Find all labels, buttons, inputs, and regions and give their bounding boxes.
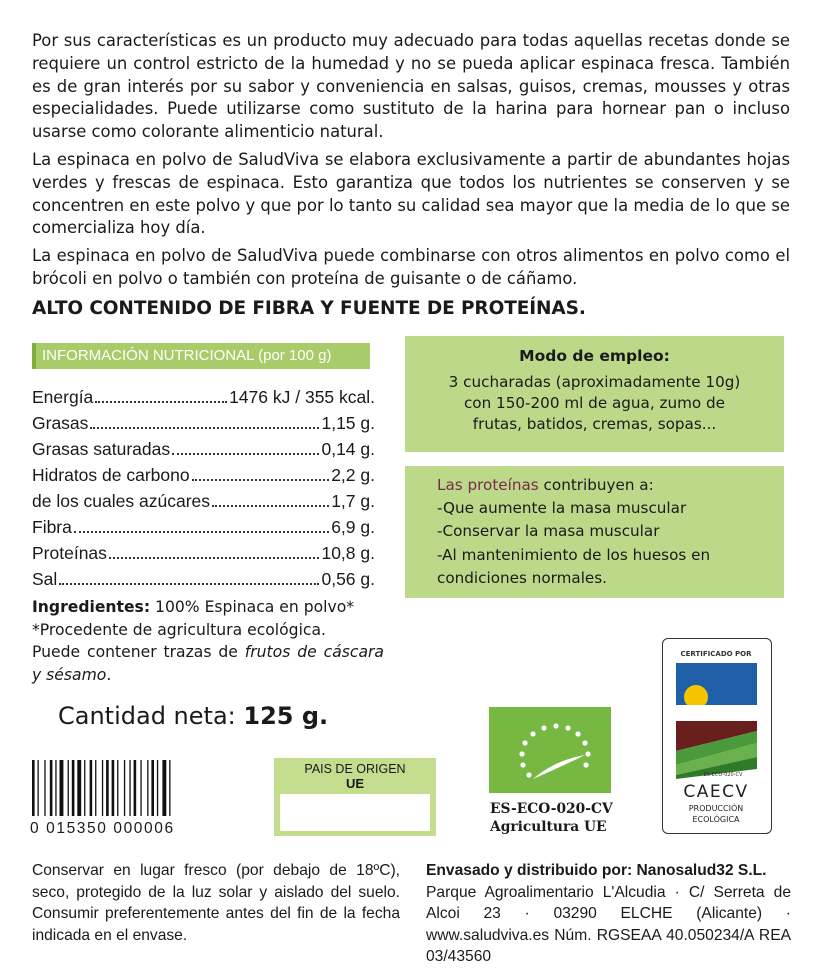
distributor-info xyxy=(426,860,791,968)
dotted-leader xyxy=(109,557,320,559)
proteins-item: -Al mantenimiento de los huesos en xyxy=(437,545,711,564)
barcode-bar xyxy=(151,760,154,816)
ingredients-block xyxy=(32,596,384,686)
ingredients-line xyxy=(32,596,384,619)
barcode-bar xyxy=(50,760,53,816)
barcode-bar xyxy=(102,760,103,816)
nutrition-row xyxy=(32,435,375,459)
nutrition-row xyxy=(32,383,375,407)
storage-instructions xyxy=(32,860,400,946)
barcode-bar xyxy=(124,760,125,816)
barcode-bar xyxy=(77,760,81,816)
nutrition-label: Fibra xyxy=(32,517,72,537)
usage-line: 3 cucharadas (aproximadamente 10g) xyxy=(448,373,741,391)
barcode-bar xyxy=(60,760,64,816)
nutrition-header: INFORMACIÓN NUTRICIONAL (por 100 g) xyxy=(32,343,370,369)
proteins-intro-rest: contribuyen a: xyxy=(538,476,654,494)
dotted-leader xyxy=(90,427,319,429)
allergen-prefix: Puede contener trazas de xyxy=(32,643,245,661)
caecv-emblem-icon xyxy=(663,639,770,832)
dotted-leader xyxy=(212,505,329,507)
usage-line: frutas, batidos, cremas, sopas... xyxy=(472,415,717,433)
nutrition-label: de los cuales azúcares xyxy=(32,491,211,511)
proteins-box xyxy=(405,466,784,598)
eu-organic-leaf-icon xyxy=(489,707,611,793)
barcode-bar xyxy=(55,760,56,816)
nutrition-value: 10,8 g. xyxy=(321,543,375,563)
distributor-title xyxy=(426,860,791,882)
barcode-bar xyxy=(129,760,130,816)
nutrition-label: Proteínas xyxy=(32,543,107,563)
proteins-item: -Conservar la masa muscular xyxy=(437,522,660,541)
barcode-bar xyxy=(117,760,118,816)
barcode-bar xyxy=(68,760,69,816)
nutrition-label: Energía xyxy=(32,387,94,407)
nutrition-label: Grasas saturadas xyxy=(32,439,171,459)
barcode-bar xyxy=(106,760,109,816)
dotted-leader xyxy=(74,531,329,533)
caecv-name-text: CAECV xyxy=(683,782,749,802)
net-quantity-label: Cantidad neta: xyxy=(58,702,244,730)
caecv-certification-logo xyxy=(662,638,772,834)
nutrition-label: Sal xyxy=(32,569,58,589)
origin-blank-field xyxy=(280,794,430,831)
barcode-number: 0 015350 000006 xyxy=(30,820,175,837)
distributor-title-text: Envasado y distribuido por: Nanosalud32 S.L. xyxy=(426,862,767,879)
allergen-items: frutos de cáscara y sésamo xyxy=(32,643,384,684)
dotted-leader xyxy=(192,479,330,481)
nutrition-row xyxy=(32,513,375,537)
barcode-bar xyxy=(44,760,45,816)
barcode-bar xyxy=(162,760,166,816)
ingredients-note: *Procedente de agricultura ecológica. xyxy=(32,620,326,639)
barcode xyxy=(30,760,230,816)
nutrition-row xyxy=(32,565,375,589)
barcode-bar xyxy=(134,760,137,816)
barcode-bar xyxy=(157,760,158,816)
eu-organic-code xyxy=(490,800,613,836)
origin-title: PAIS DE ORIGEN xyxy=(304,762,406,776)
dotted-leader xyxy=(59,583,319,585)
barcode-bar xyxy=(169,760,170,816)
origin-box xyxy=(274,758,436,836)
net-quantity-value: 125 g. xyxy=(243,702,329,730)
nutrition-value: 1,15 g. xyxy=(321,413,375,433)
barcode-bar xyxy=(32,760,35,816)
usage-line: con 150-200 ml de agua, zumo de xyxy=(463,394,726,412)
storage-text: Conservar en lugar fresco (por debajo de 18ºC), seco, protegido de la luz solar y aislado del suelo. Consumir preferentemente antes del fin de la fecha indicada en el envase. xyxy=(32,862,400,944)
nutrition-value: 2,2 g. xyxy=(331,465,375,485)
ingredients-label: Ingredientes: xyxy=(32,598,151,616)
proteins-intro xyxy=(437,474,784,497)
nutrition-row xyxy=(32,487,375,511)
barcode-bar xyxy=(112,760,115,816)
nutrition-label: Grasas xyxy=(32,413,89,433)
caecv-code-text: ES-ECO-020-CV xyxy=(703,772,743,778)
nutrition-row xyxy=(32,461,375,485)
intro-paragraph-1: Por sus características es un producto muy adecuado para todas aquellas recetas donde se requiere un control estricto de la humedad y no se pueda aplicar espinaca fresca. También es de gran interés por su sabor y conveniencia en salsas, guisos, cremas, mousses y otras especialidades. Puede utilizarse como sustituto de la harina para hornear pan o incluso usarse como colorante alimenticio natural. xyxy=(32,31,790,142)
barcode-bar xyxy=(72,760,75,816)
eu-label-text: Agricultura UE xyxy=(490,819,607,835)
nutrition-label: Hidratos de carbono xyxy=(32,465,190,485)
barcode-bar xyxy=(90,760,93,816)
distributor-text: Parque Agroalimentario L'Alcudia · C/ Serreta de Alcoi 23 · 03290 ELCHE (Alicante) · www.saludviva.es Núm. RGSEAA 40.050234/A REA 03/43560 xyxy=(426,883,791,965)
nutrition-row xyxy=(32,539,375,563)
eu-code-text: ES-ECO-020-CV xyxy=(490,801,613,817)
barcode-bar xyxy=(38,760,39,816)
nutrition-row xyxy=(32,409,375,433)
barcode-bar xyxy=(140,760,141,816)
nutrition-value: 0,14 g. xyxy=(321,439,375,459)
caecv-line1-text: PRODUCCIÓN xyxy=(688,804,744,813)
nutrition-value: 6,9 g. xyxy=(331,517,375,537)
dotted-leader xyxy=(172,453,319,455)
proteins-item: condiciones normales. xyxy=(437,568,607,587)
usage-box xyxy=(405,336,784,452)
nutrition-value: 0,56 g. xyxy=(321,569,375,589)
nutrition-value: 1476 kJ / 355 kcal. xyxy=(229,387,375,407)
intro-paragraph-3: La espinaca en polvo de SaludViva puede combinarse con otros alimentos en polvo como el brócoli en polvo o también con proteína de guisante o de cáñamo. xyxy=(32,246,790,288)
dotted-leader xyxy=(95,401,227,403)
proteins-highlight: Las proteínas xyxy=(437,476,539,494)
net-quantity xyxy=(58,702,328,730)
barcode-bar xyxy=(95,760,96,816)
usage-title: Modo de empleo: xyxy=(519,347,670,365)
origin-value: UE xyxy=(345,776,365,791)
caecv-line2-text: ECOLÓGICA xyxy=(692,815,740,824)
barcode-bar xyxy=(84,760,85,816)
nutrition-value: 1,7 g. xyxy=(331,491,375,511)
allergen-suffix: . xyxy=(106,665,112,684)
ingredients-text: 100% Espinaca en polvo* xyxy=(150,598,355,616)
barcode-bar xyxy=(147,760,148,816)
proteins-item: -Que aumente la masa muscular xyxy=(437,499,687,518)
allergen-note xyxy=(32,641,384,686)
headline: ALTO CONTENIDO DE FIBRA Y FUENTE DE PROTEÍNAS. xyxy=(32,298,586,319)
intro-paragraph-2: La espinaca en polvo de SaludViva se elabora exclusivamente a partir de abundantes hojas verdes y frescas de espinaca. Esto garantiza que todos los nutrientes se conserven y se concentren en este polvo y que por lo tanto su calidad sea mayor que la media de lo que se comercializa hoy día. xyxy=(32,150,790,238)
caecv-top-text: CERTIFICADO POR xyxy=(680,650,752,658)
